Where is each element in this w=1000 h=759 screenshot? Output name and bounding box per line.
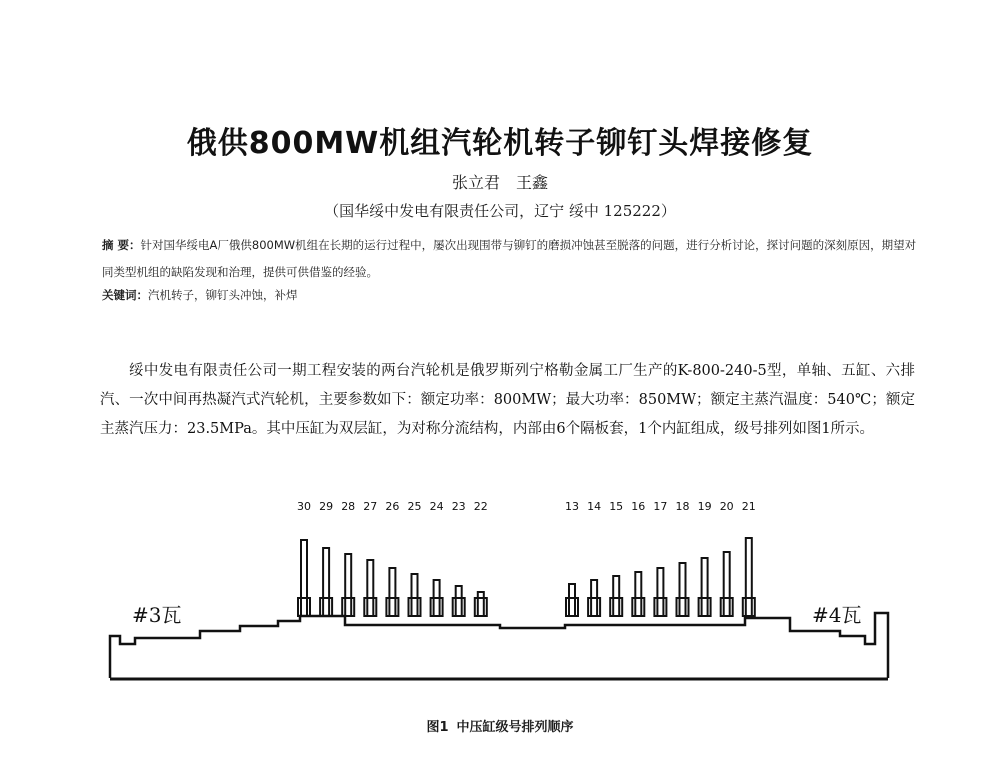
blade-left-8-root (475, 598, 487, 616)
blade-left-4 (389, 568, 395, 616)
blade-left-3-root (364, 598, 376, 616)
blade-left-5 (412, 574, 418, 616)
stage-number-labels (297, 500, 756, 513)
stage-label-right-2: 15 (609, 500, 624, 513)
blade-right-3-root (632, 598, 644, 616)
bearing-4-label: #4瓦 (812, 603, 862, 627)
abstract-text: 针对国华绥电A厂俄供800MW机组在长期的运行过程中，屡次出现围带与铆钉的磨损冲蚀甚至脱落的问题，进行分析讨论，探讨问题的深刻原因，期望对同类型机组的缺陷发现和治理，提供可供借鉴的经验。 (102, 238, 917, 279)
keywords-text: 汽机转子，铆钉头冲蚀，补焊 (148, 288, 298, 302)
figure-caption (0, 716, 1000, 735)
stage-label-left-8: 22 (473, 500, 488, 513)
blade-left-0 (301, 540, 307, 616)
stage-label-right-3: 16 (631, 500, 646, 513)
stage-label-right-7: 20 (719, 500, 734, 513)
rotor-casing-outline (110, 613, 888, 678)
stage-label-right-6: 19 (697, 500, 712, 513)
figure-caption-text: 中压缸级号排列顺序 (456, 720, 574, 735)
blade-group (298, 538, 755, 616)
blade-left-3 (367, 560, 373, 616)
blade-left-8 (478, 592, 484, 616)
blade-right-0 (569, 584, 575, 616)
figure-caption-number: 图1 (426, 720, 449, 735)
blade-right-2-root (610, 598, 622, 616)
blade-left-5-root (409, 598, 421, 616)
blade-right-6 (702, 558, 708, 616)
stage-label-left-1: 29 (319, 500, 334, 513)
blade-left-7-root (453, 598, 465, 616)
blade-right-8-root (743, 598, 755, 616)
stage-label-right-8: 21 (741, 500, 756, 513)
blade-right-7 (724, 552, 730, 616)
blade-right-3 (635, 572, 641, 616)
blade-left-2-root (342, 598, 354, 616)
keywords (102, 287, 917, 303)
blade-right-8 (746, 538, 752, 616)
blade-left-1-root (320, 598, 332, 616)
body-paragraph: 绥中发电有限责任公司一期工程安装的两台汽轮机是俄罗斯列宁格勒金属工厂生产的K-800-240-5型，单轴、五缸、六排汽、一次中间再热凝汽式汽轮机，主要参数如下：额定功率：800MW；最大功率：850MW；额定主蒸汽温度：540℃；额定主蒸汽压力：23.5MPa。其中压缸为双层缸，为对称分流结构，内部由6个隔板套，1个内缸组成，级号排列如图1所示。 (100, 363, 915, 437)
blade-right-1-root (588, 598, 600, 616)
stage-label-right-0: 13 (565, 500, 579, 513)
blade-right-5-root (677, 598, 689, 616)
blade-right-6-root (699, 598, 711, 616)
abstract (102, 232, 917, 286)
stage-label-right-5: 18 (675, 500, 690, 513)
stage-label-left-7: 23 (451, 500, 466, 513)
stage-label-left-3: 27 (363, 500, 378, 513)
stage-label-left-6: 24 (429, 500, 444, 513)
stage-label-left-0: 30 (297, 500, 311, 513)
stage-label-left-4: 26 (385, 500, 400, 513)
blade-right-5 (680, 563, 686, 616)
stage-label-right-1: 14 (587, 500, 602, 513)
blade-right-7-root (721, 598, 733, 616)
keywords-label: 关键词： (102, 288, 148, 302)
blade-left-7 (456, 586, 462, 616)
stage-label-right-4: 17 (653, 500, 668, 513)
paper-title: 俄供800MW机组汽轮机转子铆钉头焊接修复 (186, 126, 814, 161)
blade-right-4 (657, 568, 663, 616)
blade-left-6-root (431, 598, 443, 616)
abstract-label: 摘 要： (102, 238, 141, 252)
stage-label-left-5: 25 (407, 500, 422, 513)
affiliation: （国华绥中发电有限责任公司，辽宁 绥中 125222） (324, 202, 676, 220)
blade-right-4-root (654, 598, 666, 616)
blade-right-0-root (566, 598, 578, 616)
blade-right-2 (613, 576, 619, 616)
blade-left-0-root (298, 598, 310, 616)
authors: 张立君 王鑫 (451, 173, 548, 192)
blade-left-4-root (386, 598, 398, 616)
turbine-stage-diagram (0, 488, 1000, 713)
stage-label-left-2: 28 (341, 500, 356, 513)
blade-left-1 (323, 548, 329, 616)
blade-left-2 (345, 554, 351, 616)
bearing-3-label: #3瓦 (132, 603, 182, 627)
